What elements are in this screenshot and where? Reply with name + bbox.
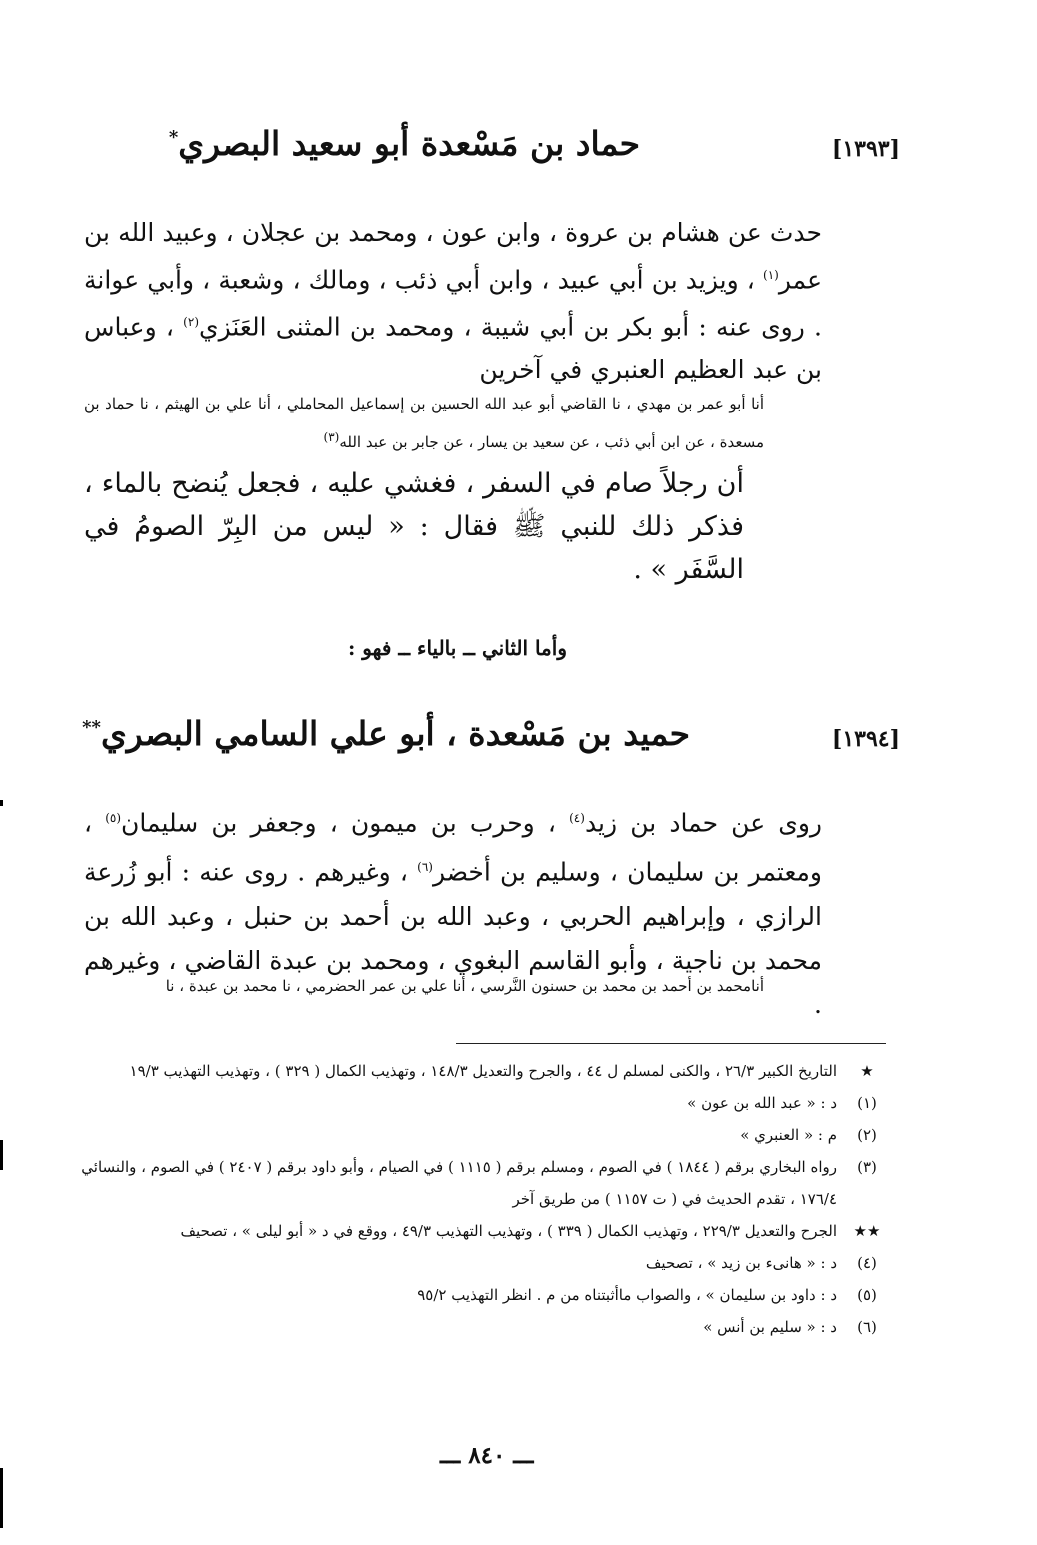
- footnote-text: م : « العنبري »: [740, 1126, 837, 1144]
- footnote-text: رواه البخاري برقم ( ١٨٤٤ ) في الصوم ، ومسلم برقم ( ١١١٥ ) في الصيام ، وأبو داود برقم ( ٢٤٠٧ ) في الصوم ، والنسائي ١٧٦/٤ ، تقدم الحديث في ( ت ١١٥٧ ) من طريق آخر: [81, 1158, 837, 1208]
- footnote: [77, 1151, 877, 1215]
- footnote-ref: (٢): [183, 315, 199, 330]
- footnote-marker: (٥): [857, 1286, 877, 1304]
- footnote: [77, 1087, 877, 1119]
- footnote-text: د : « عبد الله بن عون »: [687, 1094, 837, 1112]
- entry-title: [169, 124, 640, 163]
- footnote-ref: (٤): [569, 811, 585, 825]
- entry-heading-1394: [80, 708, 910, 768]
- section-note: وأما الثاني ــ بالياء ــ فهو :: [347, 636, 567, 660]
- scan-artifact: [0, 800, 3, 806]
- text-run: حدث عن هشام بن عروة ، وابن عون ، ومحمد بن عجلان ، وعبيد الله بن عمر: [84, 218, 822, 295]
- text-run: ، وحرب بن ميمون ، وجعفر بن سليمان: [121, 808, 570, 838]
- footnote: [77, 1055, 877, 1087]
- hadith-text: أن رجلاً صام في السفر ، فغشي عليه ، فجعل يُنضح بالماء ، فذكر ذلك للنبي ﷺ فقال : « ليس من البِرّ الصومُ في السَّفَر » .: [84, 468, 744, 585]
- entry-title: [82, 714, 690, 753]
- text-run: ، ومعتمر بن سليمان ، وسليم بن أخضر: [84, 808, 822, 887]
- isnad-text: أنا أبو عمر بن مهدي ، نا القاضي أبو عبد الله الحسين بن إسماعيل المحاملي ، أنا علي بن الهيثم ، نا حماد بن مسعدة ، عن ابن أبي ذئب ، عن سعيد بن يسار ، عن جابر بن عبد الله: [84, 395, 764, 451]
- page-number: ـــ ٨٤٠ ـــ: [440, 1442, 534, 1469]
- footnote-text: د : « سليم بن أنس »: [703, 1318, 837, 1336]
- footnote-ref: (٦): [417, 860, 433, 875]
- footnote-text: د : « هانىء بن زيد » ، تصحيف: [645, 1254, 837, 1272]
- footnote: [77, 1247, 877, 1279]
- entry-title-text: حماد بن مَسْعدة أبو سعيد البصري: [178, 124, 640, 163]
- footnotes: [77, 1055, 881, 1343]
- footnote-text: د : داود بن سليمان » ، والصواب ماأثبتناه من م . انظر التهذيب ٩٥/٢: [417, 1286, 837, 1304]
- footnote-mark: (٣): [323, 430, 340, 444]
- footnote-mark: **: [82, 717, 101, 738]
- footnote-marker: (٤): [857, 1254, 877, 1272]
- footnote: [77, 1119, 877, 1151]
- text-run: ، وعباس بن عبد العظيم العنبري في آخرين: [84, 312, 822, 384]
- footnote-ref: (٥): [105, 811, 122, 825]
- entry-number: [١٣٩٤]: [831, 726, 900, 752]
- entry-title-text: حميد بن مَسْعدة ، أبو علي السامي البصري: [100, 714, 690, 753]
- footnote-divider: [456, 1043, 886, 1044]
- isnad-1394: أنامحمد بن أحمد بن محمد بن حسنون النَّرسي ، أنا علي بن عمر الحضرمي ، نا محمد بن عبدة ، نا: [165, 977, 764, 995]
- entry-biography-1393: [84, 212, 822, 391]
- footnote: [77, 1311, 877, 1343]
- footnote-marker: (٢): [857, 1126, 877, 1144]
- footnote-ref: (١): [763, 268, 779, 282]
- text-run: ، وغيرهم . روى عنه : أبو زُرعة الرازي ، وإبراهيم الحربي ، وعبد الله بن أحمد بن حنبل ، وعبد الله بن محمد بن ناجية ، وأبو القاسم البغوي ، ومحمد بن عبدة القاضي ، وغيرهم .: [84, 857, 822, 1019]
- text-run: ، ويزيد بن أبي عبيد ، وابن أبي ذئب ، ومالك ، وشعبة ، وأبي عوانة . روى عنه : أبو بكر بن أبي شيبة ، ومحمد بن المثنى العَنَزي: [84, 265, 822, 342]
- footnote-text: التاريخ الكبير ٢٦/٣ ، والكنى لمسلم ل ٤٤ ، والجرح والتعديل ١٤٨/٣ ، وتهذيب الكمال ( ٣٢٩ ) ، وتهذيب التهذيب ١٩/٣: [129, 1062, 837, 1080]
- footnote-text: الجرح والتعديل ٢٢٩/٣ ، وتهذيب الكمال ( ٣٣٩ ) ، وتهذيب التهذيب ٤٩/٣ ، ووقع في د « أبو ليلى » ، تصحيف: [180, 1222, 837, 1240]
- footnote-mark: *: [168, 127, 179, 148]
- text-run: روى عن حماد بن زيد: [584, 808, 822, 838]
- entry-number: [١٣٩٣]: [831, 136, 900, 162]
- footnote-marker: (٦): [857, 1318, 877, 1336]
- footnote: [77, 1279, 877, 1311]
- footnote-marker: ★★: [853, 1222, 881, 1240]
- entry-heading-1393: [80, 118, 910, 178]
- footnote-marker: (١): [857, 1094, 877, 1112]
- footnote-marker: (٣): [857, 1158, 877, 1176]
- scan-artifact: [0, 1140, 3, 1170]
- footnote-marker: ★: [860, 1062, 874, 1080]
- footnote: [77, 1215, 881, 1247]
- isnad-1393: [84, 388, 764, 459]
- scan-artifact: [0, 1468, 3, 1528]
